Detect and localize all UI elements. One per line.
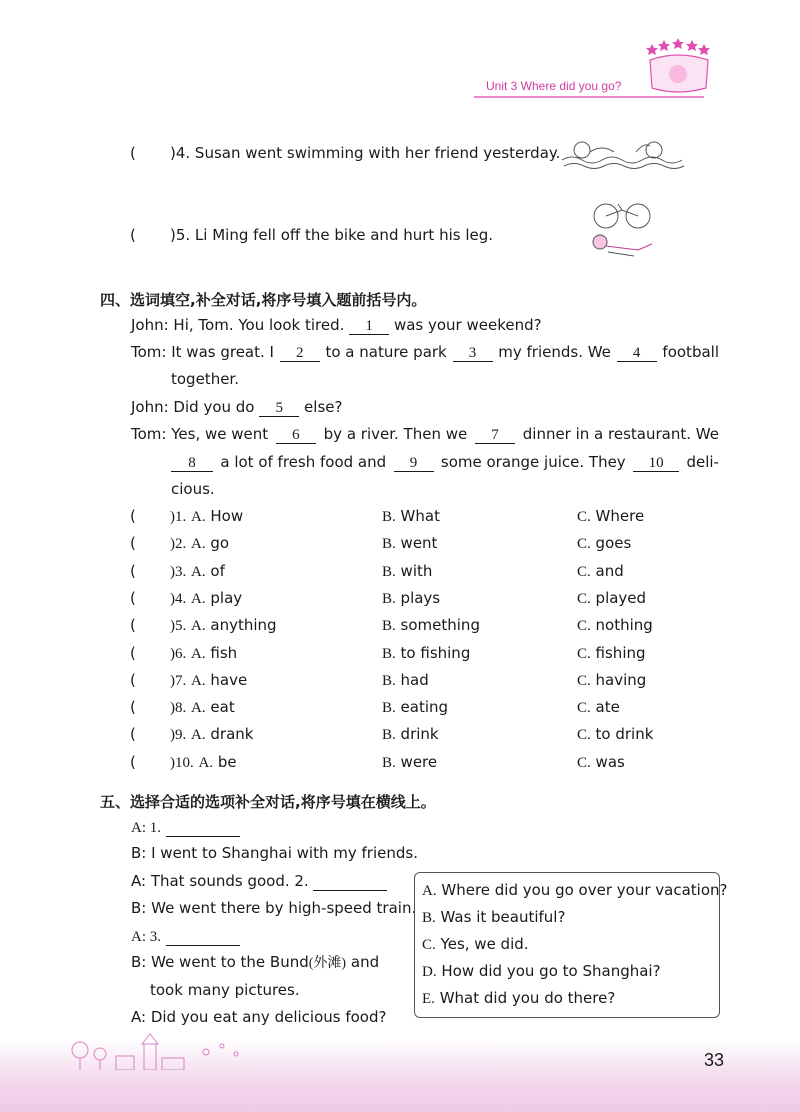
s5-line-4: B: We went there by high-speed train. <box>131 899 417 917</box>
answer-paren[interactable]: ( <box>130 616 136 634</box>
option-letter-a: A. <box>191 727 206 743</box>
answer-paren[interactable]: ( <box>130 589 136 607</box>
dialogue-text: to a nature park <box>325 343 447 361</box>
option-b-cell <box>382 506 440 527</box>
option-num: )4. <box>170 591 187 607</box>
s5-text-cn: (外滩) <box>308 956 347 971</box>
question-5-text: )5. Li Ming fell off the bike and hurt his leg. <box>170 226 494 244</box>
option-c: nothing <box>595 616 653 634</box>
answer-blank-2[interactable] <box>313 874 387 891</box>
answer-paren[interactable]: ( <box>130 534 136 552</box>
answer-paren[interactable]: ( <box>130 698 136 716</box>
question-4-text: )4. Susan went swimming with her friend yesterday. <box>170 144 561 162</box>
option-a: play <box>210 589 243 607</box>
answer-option-text: Where did you go over your vacation? <box>441 881 728 899</box>
header-unit-title: Unit 3 Where did you go? <box>486 79 622 93</box>
blank-9: 9 <box>394 455 434 472</box>
s5-line-2: B: I went to Shanghai with my friends. <box>131 844 418 862</box>
answer-option-item <box>422 961 661 982</box>
option-letter-a: A. <box>191 564 206 580</box>
option-number <box>170 588 242 609</box>
option-c: having <box>595 671 647 689</box>
dialogue-text: else? <box>304 398 343 416</box>
dialogue-line-4 <box>131 397 342 417</box>
dialogue-text: football <box>662 343 719 361</box>
s5-text: A: That sounds good. 2. <box>131 872 309 890</box>
dialogue-text: deli- <box>686 453 719 471</box>
option-a: fish <box>210 644 238 662</box>
option-letter-b: B. <box>382 509 396 525</box>
blank-10: 10 <box>633 455 679 472</box>
s5-text: A: 3. <box>131 929 161 945</box>
option-a: go <box>210 534 230 552</box>
option-b: went <box>400 534 438 552</box>
blank-4: 4 <box>617 345 657 362</box>
option-letter-c: C. <box>577 591 591 607</box>
section-4-heading: 四、选词填空,补全对话,将序号填入题前括号内。 <box>100 291 427 309</box>
option-b-cell <box>382 561 432 582</box>
option-num: )5. <box>170 618 187 634</box>
dialogue-line-3: together. <box>171 370 239 388</box>
s5-line-3 <box>131 871 387 891</box>
option-c-cell <box>577 533 631 554</box>
option-b: eating <box>400 698 449 716</box>
option-c: goes <box>595 534 632 552</box>
option-letter-b: B. <box>382 536 396 552</box>
option-letter-c: C. <box>577 509 591 525</box>
blank-7: 7 <box>475 427 515 444</box>
option-c: fishing <box>595 644 646 662</box>
dialogue-text: Tom: Yes, we went <box>131 425 269 443</box>
answer-paren[interactable]: ( <box>130 507 136 525</box>
option-num: )9. <box>170 727 187 743</box>
option-number <box>170 643 237 664</box>
option-letter-c: C. <box>577 564 591 580</box>
option-c-cell <box>577 724 653 745</box>
page-number: 33 <box>704 1050 725 1070</box>
option-b-cell <box>382 643 470 664</box>
option-a: eat <box>210 698 235 716</box>
dialogue-line-7: cious. <box>171 480 215 498</box>
option-number <box>170 533 229 554</box>
s5-text: B: We went to the Bund <box>131 953 309 971</box>
option-b: with <box>400 562 433 580</box>
dialogue-text: a lot of fresh food and <box>220 453 387 471</box>
dialogue-text: John: Hi, Tom. You look tired. <box>131 316 345 334</box>
answer-option-text: Was it beautiful? <box>440 908 566 926</box>
answer-option-text: How did you go to Shanghai? <box>441 962 661 980</box>
option-b: were <box>400 753 438 771</box>
answer-paren[interactable]: ( <box>130 644 136 662</box>
option-b: What <box>400 507 440 525</box>
option-c: Where <box>595 507 645 525</box>
option-letter-b: B. <box>382 564 396 580</box>
dialogue-line-6 <box>171 452 719 472</box>
s5-line-6 <box>131 952 379 974</box>
question-4-paren: ( <box>130 144 136 162</box>
option-letter-b: B. <box>382 591 396 607</box>
option-letter-a: A. <box>191 509 206 525</box>
s5-line-7: took many pictures. <box>150 981 300 999</box>
answer-blank-3[interactable] <box>166 929 240 946</box>
answer-paren[interactable]: ( <box>130 562 136 580</box>
option-num: )3. <box>170 564 187 580</box>
answer-option-letter: B. <box>422 910 436 926</box>
option-letter-a: A. <box>191 618 206 634</box>
option-c-cell <box>577 697 620 718</box>
option-letter-c: C. <box>577 536 591 552</box>
option-number <box>170 724 253 745</box>
option-num: )1. <box>170 509 187 525</box>
option-c-cell <box>577 615 653 636</box>
s5-text: and <box>350 953 380 971</box>
option-c-cell <box>577 752 625 773</box>
header-rule <box>474 96 704 98</box>
option-b: drink <box>400 725 439 743</box>
option-a: anything <box>210 616 277 634</box>
option-c-cell <box>577 588 646 609</box>
option-number <box>170 752 237 773</box>
option-b-cell <box>382 697 448 718</box>
option-c: and <box>595 562 624 580</box>
option-letter-a: A. <box>191 646 206 662</box>
option-num: )6. <box>170 646 187 662</box>
answer-option-item <box>422 907 565 928</box>
option-a: be <box>217 753 237 771</box>
answer-paren[interactable]: ( <box>130 725 136 743</box>
blank-8: 8 <box>171 455 213 472</box>
option-letter-c: C. <box>577 646 591 662</box>
blank-2: 2 <box>280 345 320 362</box>
question-5-paren: ( <box>130 226 136 244</box>
option-c-cell <box>577 506 644 527</box>
answer-option-letter: D. <box>422 964 437 980</box>
option-b: had <box>400 671 429 689</box>
option-letter-b: B. <box>382 618 396 634</box>
option-number <box>170 697 235 718</box>
dialogue-text: was your weekend? <box>393 316 542 334</box>
swimming-illustration-icon <box>560 134 690 172</box>
dialogue-text: dinner in a restaurant. We <box>522 425 719 443</box>
option-b: something <box>400 616 480 634</box>
option-number <box>170 561 225 582</box>
option-a: How <box>210 507 244 525</box>
option-number <box>170 506 243 527</box>
answer-option-item <box>422 934 529 955</box>
option-letter-b: B. <box>382 646 396 662</box>
option-c: played <box>595 589 647 607</box>
option-num: )2. <box>170 536 187 552</box>
option-letter-b: B. <box>382 673 396 689</box>
option-letter-a: A. <box>191 700 206 716</box>
blank-5: 5 <box>259 400 299 417</box>
answer-option-text: What did you do there? <box>439 989 616 1007</box>
blank-6: 6 <box>276 427 316 444</box>
option-b-cell <box>382 752 437 773</box>
option-a: drank <box>210 725 254 743</box>
option-letter-a: A. <box>191 673 206 689</box>
answer-option-item <box>422 988 615 1009</box>
dialogue-line-1 <box>131 315 542 335</box>
option-number <box>170 615 277 636</box>
option-letter-a: A. <box>191 536 206 552</box>
option-c: to drink <box>595 725 654 743</box>
option-b-cell <box>382 615 480 636</box>
option-num: )8. <box>170 700 187 716</box>
option-letter-a: A. <box>198 755 214 771</box>
s5-text: A: 1. <box>131 820 161 836</box>
section-5-heading: 五、选择合适的选项补全对话,将序号填在横线上。 <box>100 793 436 811</box>
answer-blank-1[interactable] <box>166 820 240 837</box>
dialogue-text: some orange juice. They <box>440 453 626 471</box>
blank-1: 1 <box>349 318 389 335</box>
dialogue-text: Tom: It was great. I <box>131 343 274 361</box>
option-c-cell <box>577 561 624 582</box>
option-letter-c: C. <box>577 727 591 743</box>
option-letter-b: B. <box>382 700 396 716</box>
answer-option-letter: E. <box>422 991 435 1007</box>
footer-castle-illustration-icon <box>66 1028 246 1070</box>
option-letter-b: B. <box>382 755 396 771</box>
option-letter-a: A. <box>191 591 206 607</box>
option-c: was <box>595 753 625 771</box>
answer-paren[interactable]: ( <box>130 671 136 689</box>
option-b-cell <box>382 588 440 609</box>
s5-line-1 <box>131 817 240 838</box>
dialogue-text: John: Did you do <box>131 398 255 416</box>
dialogue-line-5 <box>131 424 719 444</box>
option-a: have <box>210 671 248 689</box>
answer-paren[interactable]: ( <box>130 753 136 771</box>
dialogue-line-2 <box>131 342 719 362</box>
option-c: ate <box>595 698 620 716</box>
dialogue-text: my friends. We <box>498 343 611 361</box>
option-num: )10. <box>170 755 194 771</box>
option-c-cell <box>577 670 646 691</box>
answer-option-text: Yes, we did. <box>440 935 529 953</box>
s5-line-8: A: Did you eat any delicious food? <box>131 1008 387 1026</box>
dialogue-text: by a river. Then we <box>323 425 468 443</box>
answer-option-letter: A. <box>422 883 437 899</box>
option-a: of <box>210 562 225 580</box>
option-letter-c: C. <box>577 700 591 716</box>
header-logo-icon <box>640 36 718 96</box>
option-b-cell <box>382 533 437 554</box>
option-c-cell <box>577 643 646 664</box>
option-number <box>170 670 247 691</box>
option-letter-c: C. <box>577 755 591 771</box>
option-num: )7. <box>170 673 187 689</box>
option-b-cell <box>382 670 429 691</box>
bike-fall-illustration-icon <box>582 200 662 262</box>
option-letter-b: B. <box>382 727 396 743</box>
blank-3: 3 <box>453 345 493 362</box>
option-b-cell <box>382 724 439 745</box>
option-letter-c: C. <box>577 673 591 689</box>
option-letter-c: C. <box>577 618 591 634</box>
option-b: to fishing <box>400 644 471 662</box>
answer-option-letter: C. <box>422 937 436 953</box>
answer-option-item <box>422 880 727 901</box>
s5-line-5 <box>131 926 240 947</box>
option-b: plays <box>400 589 441 607</box>
